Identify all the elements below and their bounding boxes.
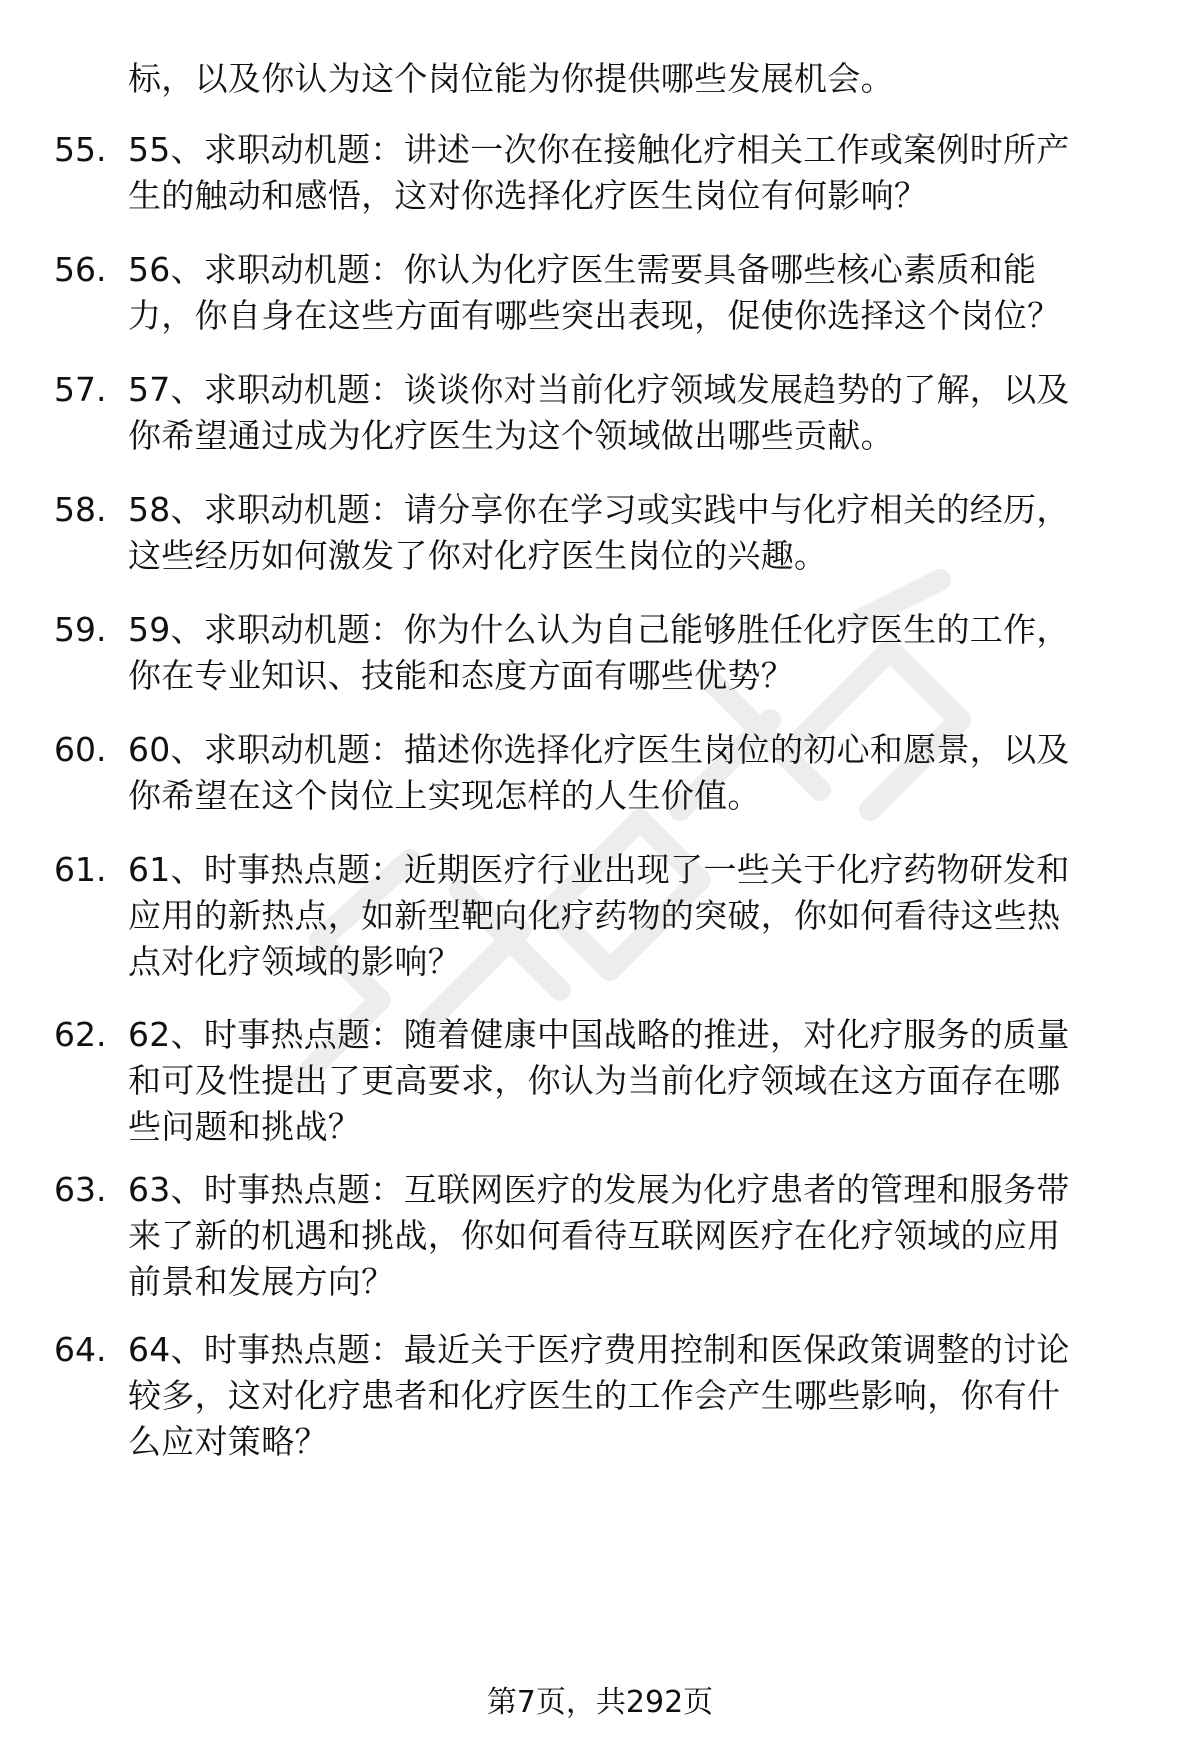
- list-item-line: 64、时事热点题：最近关于医疗费用控制和医保政策调整的讨论: [128, 1330, 1070, 1369]
- list-item-line: 生的触动和感悟，这对你选择化疗医生岗位有何影响？: [128, 176, 928, 215]
- list-item-line: 前景和发展方向？: [128, 1262, 395, 1301]
- list-item-number: 55.: [54, 130, 107, 169]
- list-item-number: 59.: [54, 610, 107, 649]
- list-item-line: 你在专业知识、技能和态度方面有哪些优势？: [128, 656, 794, 695]
- list-item-line: 么应对策略？: [128, 1422, 328, 1461]
- list-item-number: 62.: [54, 1015, 107, 1054]
- list-item-line: 和可及性提出了更高要求，你认为当前化疗领域在这方面存在哪: [128, 1061, 1061, 1100]
- list-item-line: 些问题和挑战？: [128, 1107, 362, 1146]
- list-item-number: 57.: [54, 370, 107, 409]
- list-item-number: 63.: [54, 1170, 107, 1209]
- list-item-line: 这些经历如何激发了你对化疗医生岗位的兴趣。: [128, 536, 828, 575]
- list-item-number: 61.: [54, 850, 107, 889]
- list-item-line: 你希望在这个岗位上实现怎样的人生价值。: [128, 776, 761, 815]
- list-item-line: 点对化疗领域的影响？: [128, 942, 461, 981]
- list-item-line: 59、求职动机题：你为什么认为自己能够胜任化疗医生的工作，: [128, 610, 1070, 649]
- list-item-line: 应用的新热点，如新型靶向化疗药物的突破，你如何看待这些热: [128, 896, 1061, 935]
- list-item-line: 58、求职动机题：请分享你在学习或实践中与化疗相关的经历，: [128, 490, 1070, 529]
- list-item-number: 56.: [54, 250, 107, 289]
- list-item-number: 60.: [54, 730, 107, 769]
- list-item-line: 60、求职动机题：描述你选择化疗医生岗位的初心和愿景，以及: [128, 730, 1070, 769]
- list-item-line: 你希望通过成为化疗医生为这个领域做出哪些贡献。: [128, 416, 894, 455]
- list-item-number: 64.: [54, 1330, 107, 1369]
- list-item-line: 62、时事热点题：随着健康中国战略的推进，对化疗服务的质量: [128, 1015, 1070, 1054]
- list-item-number: 58.: [54, 490, 107, 529]
- list-item-line: 力，你自身在这些方面有哪些突出表现，促使你选择这个岗位？: [128, 296, 1061, 335]
- list-item-line: 57、求职动机题：谈谈你对当前化疗领域发展趋势的了解，以及: [128, 370, 1070, 409]
- list-item-line: 63、时事热点题：互联网医疗的发展为化疗患者的管理和服务带: [128, 1170, 1070, 1209]
- continuation-line: 标，以及你认为这个岗位能为你提供哪些发展机会。: [128, 59, 894, 98]
- list-item-line: 56、求职动机题：你认为化疗医生需要具备哪些核心素质和能: [128, 250, 1037, 289]
- list-item-line: 较多，这对化疗患者和化疗医生的工作会产生哪些影响，你有什: [128, 1376, 1061, 1415]
- list-item-line: 61、时事热点题：近期医疗行业出现了一些关于化疗药物研发和: [128, 850, 1070, 889]
- page-footer: 第7页，共292页: [486, 1685, 714, 1720]
- list-item-line: 来了新的机遇和挑战，你如何看待互联网医疗在化疗领域的应用: [128, 1216, 1061, 1255]
- list-item-line: 55、求职动机题：讲述一次你在接触化疗相关工作或案例时所产: [128, 130, 1070, 169]
